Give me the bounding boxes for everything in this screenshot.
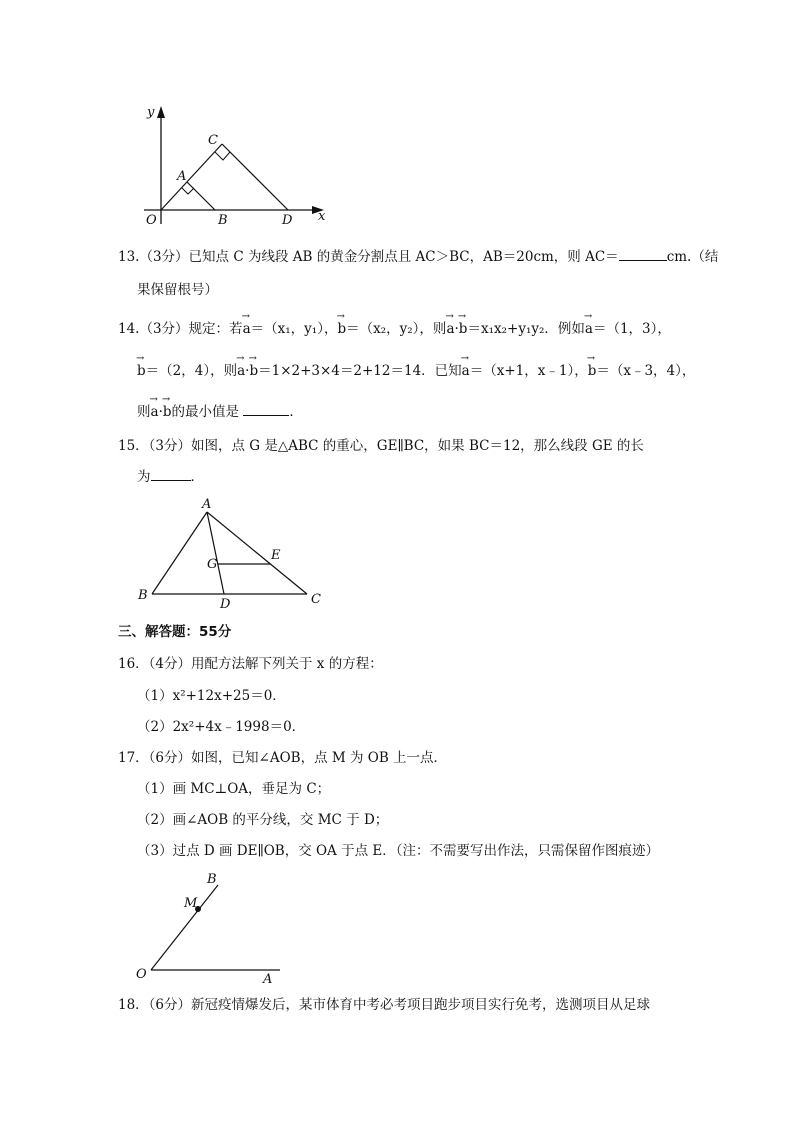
q15-answer-blank[interactable] — [151, 468, 191, 481]
q18-line1: 18．（6分）新冠疫情爆发后，某市体育中考必考项目跑步项目实行免考，选测项目从足球 — [118, 997, 651, 1013]
figure-triangle-centroid — [132, 496, 332, 612]
segment-CD — [222, 144, 288, 210]
vector-b: → b — [337, 320, 346, 338]
q15-line2 — [137, 468, 204, 486]
q14-text: ＝（x₁，y₁）， — [250, 321, 338, 337]
label-x: x — [318, 209, 326, 224]
label-B: B — [207, 872, 217, 887]
q14-answer-blank[interactable] — [243, 403, 289, 416]
q15-text: ． — [190, 469, 204, 485]
q14-line2 — [137, 362, 695, 380]
label-D: D — [220, 597, 231, 612]
label-C: C — [311, 592, 321, 607]
vector-b: → b — [459, 320, 468, 338]
q13-answer-blank[interactable] — [619, 248, 667, 261]
dot-product: · — [454, 321, 459, 337]
q13-text-end: cm.（结 — [666, 249, 719, 265]
label-A: A — [263, 972, 273, 987]
section-title: 三、解答题：55分 — [118, 624, 232, 640]
vector-b: → b — [163, 403, 172, 421]
label-A: A — [177, 169, 187, 184]
q14-text: 14.（3分）规定：若 — [118, 321, 243, 337]
label-A: A — [202, 497, 212, 512]
q14-text: ＝（1，3）， — [592, 321, 671, 337]
label-O: O — [136, 967, 147, 982]
side-AB — [152, 512, 207, 594]
segment-OC — [161, 144, 222, 210]
q13-line1 — [118, 248, 718, 266]
q16-item1: （1）x²+12x+25＝0． — [137, 688, 286, 704]
q14-text: ＝1×2+3×4＝2+12＝14．已知 — [258, 363, 462, 379]
vector-a: → a — [151, 403, 159, 421]
q14-text: 则 — [137, 404, 151, 420]
q14-text: ＝（x﹣3，4）， — [596, 363, 696, 379]
q13-text: 13.（3分）已知点 C 为线段 AB 的黄金分割点且 AC＞BC，AB＝20cm，则 AC＝ — [118, 249, 619, 265]
q14-text: ＝（x₂，y₂），则 — [346, 321, 447, 337]
q14-text: 的最小值是 — [171, 404, 240, 420]
label-O: O — [146, 213, 157, 228]
q17-line1: 17．（6分）如图，已知∠AOB，点 M 为 OB 上一点． — [118, 750, 448, 766]
figure-angle-aob — [130, 868, 290, 988]
right-angle-mark-C — [215, 152, 230, 160]
figure-coordinate-triangles — [130, 98, 340, 236]
vector-a: → a — [585, 320, 593, 338]
q15-text: 为 — [137, 469, 151, 485]
label-M: M — [184, 896, 198, 911]
vector-b: → b — [137, 362, 146, 380]
q14-text: ＝x₁x₂+y₁y₂．例如 — [467, 321, 585, 337]
vector-b: → b — [588, 362, 597, 380]
dot-product: · — [158, 404, 163, 420]
q17-item2: （2）画∠AOB 的平分线，交 MC 于 D； — [137, 812, 389, 828]
label-E: E — [271, 548, 281, 563]
q17-item1: （1）画 MC⊥OA，垂足为 C； — [137, 781, 331, 797]
q16-line1: 16．（4分）用配方法解下列关于 x 的方程： — [118, 656, 383, 672]
q14-text: ＝（2，4），则 — [145, 363, 238, 379]
q15-line1: 15．（3分）如图，点 G 是△ABC 的重心，GE∥BC，如果 BC＝12，那么线段 GE 的长 — [118, 438, 644, 454]
label-G: G — [207, 557, 218, 572]
label-y: y — [147, 105, 155, 120]
vector-a: → a — [446, 320, 454, 338]
vector-a: → a — [462, 362, 470, 380]
q16-item2: （2）2x²+4x﹣1998＝0． — [137, 719, 306, 735]
right-angle-mark-A — [182, 188, 194, 194]
label-D: D — [282, 213, 293, 228]
vector-a: → a — [237, 362, 245, 380]
q14-text: ＝（x+1，x﹣1）， — [469, 363, 588, 379]
vector-b: → b — [249, 362, 258, 380]
label-B: B — [138, 588, 148, 603]
segment-AB — [187, 182, 215, 210]
q14-line1 — [118, 320, 671, 338]
y-axis-arrow — [157, 106, 165, 118]
vector-a: → a — [243, 320, 251, 338]
dot-product: · — [245, 363, 250, 379]
q13-line2: 果保留根号） — [137, 282, 218, 298]
q14-text: ． — [289, 404, 303, 420]
label-B: B — [218, 213, 228, 228]
q17-item3: （3）过点 D 画 DE∥OB，交 OA 于点 E．（注：不需要写出作法，只需保留作图痕迹） — [137, 843, 659, 859]
label-C: C — [208, 133, 218, 148]
q14-line3 — [137, 403, 303, 421]
